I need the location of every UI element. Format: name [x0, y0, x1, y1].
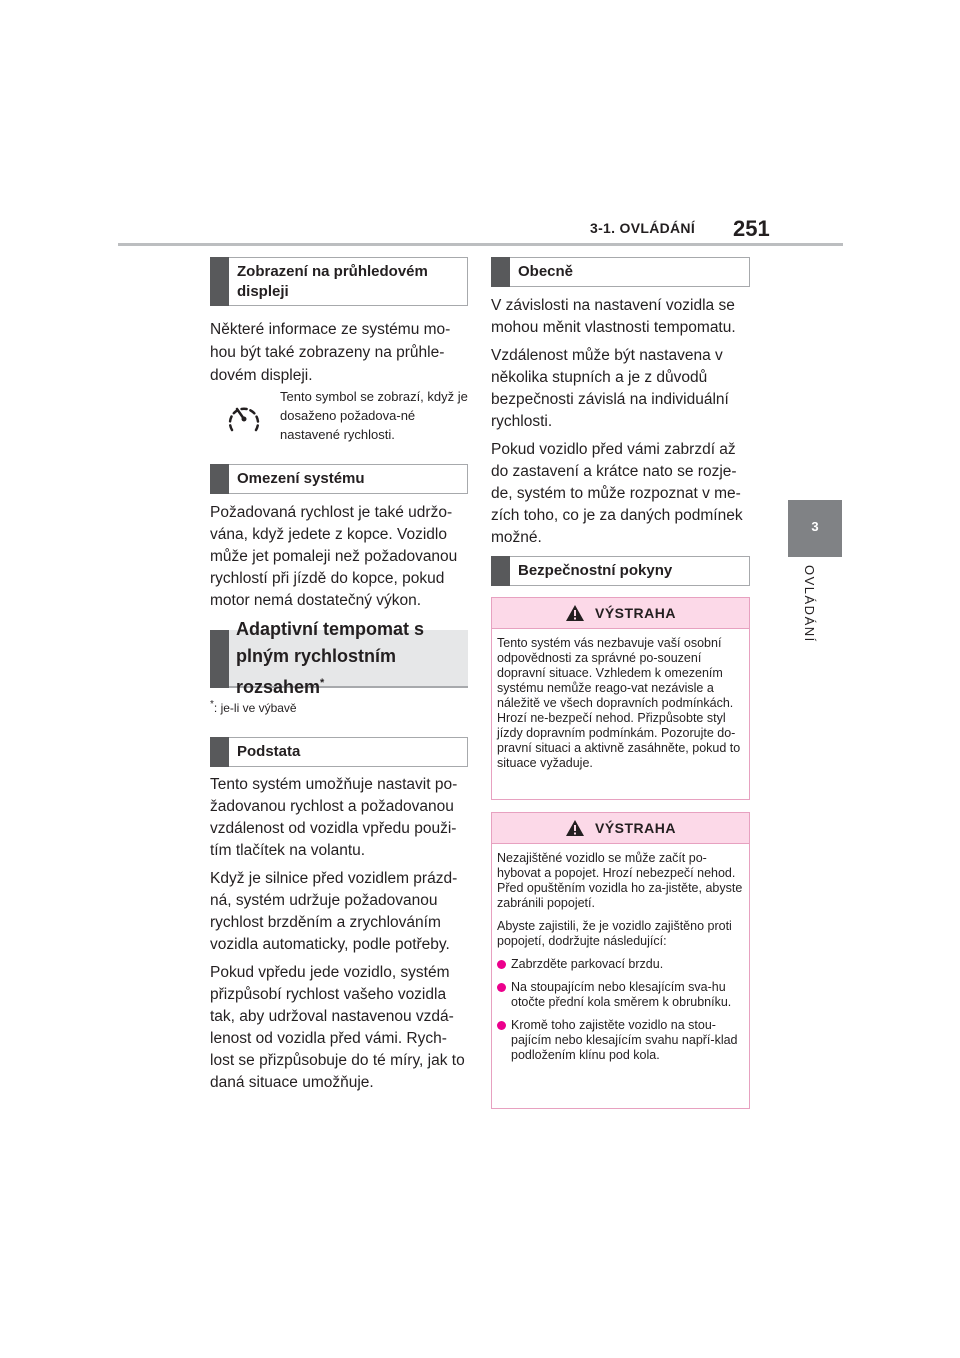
- warning-1-body: [492, 629, 749, 771]
- speedometer-icon: [226, 396, 262, 436]
- heading-acc-label: Adaptivní tempomat s plným rychlostním rozsahem: [236, 618, 425, 697]
- general-paragraph-1: V závislosti na nastavení vozidla se mohou měnit vlastnosti tempomatu.: [491, 297, 736, 336]
- heading-general: [491, 257, 750, 287]
- principle-paragraph-2: Když je silnice před vozidlem prázd-ná, systém udržuje požadovanou rychlost brzděním a zrychlováním vozidla automaticky, podle potřeby.: [210, 870, 458, 953]
- chapter-label: OVLÁDÁNÍ: [802, 565, 817, 643]
- limits-paragraph: Požadovaná rychlost je také udržo-vána, když jedete z kopce. Vozidlo může jet pomaleji než požadovanou rychlostí při jízdě do kopce, pokud motor nemá dostatečný výkon.: [210, 504, 458, 609]
- heading-principle: [210, 737, 468, 767]
- list-item: [497, 957, 744, 972]
- bullet-dot: [497, 1021, 506, 1030]
- bullet-dot: [497, 960, 506, 969]
- warning-triangle-icon: [565, 604, 585, 622]
- warning-2-body: [492, 844, 749, 1063]
- chapter-number: 3: [811, 519, 819, 534]
- warning-box-2: [491, 812, 750, 1109]
- heading-general-text: Obecně: [518, 263, 574, 280]
- icon-note: Tento symbol se zobrazí, když je dosaženo požadova-né nastavené rychlosti.: [280, 389, 468, 442]
- heading-hud-text: Zobrazení na průhledovém displeji: [237, 262, 428, 300]
- bullet-text: Kromě toho zajistěte vozidlo na stou-pajícím nebo klesajícím svahu napří-klad podložením klínu pod kola.: [511, 1018, 738, 1062]
- footnote-star: *: [210, 699, 214, 710]
- warning-1-title: VÝSTRAHA: [594, 605, 676, 621]
- warning-1-header: [492, 598, 749, 629]
- principle-paragraph-1: Tento systém umožňuje nastavit po-žadovanou rychlost a požadovanou vzdálenost od vozidla vpředu použi-tím tlačítek na volantu.: [210, 776, 458, 859]
- warning-box-1: [491, 597, 750, 800]
- warning-2-paragraph-1: Nezajištěné vozidlo se může začít po-hybovat a popojet. Hrozí nebezpečí nehod. Před opuštěním vozidla ho za-jistěte, abyste zabránili popojetí.: [497, 851, 743, 910]
- heading-safety-text: Bezpečnostní pokyny: [518, 562, 673, 579]
- footnote-text: : je-li ve výbavě: [213, 701, 297, 715]
- general-paragraph-3: Pokud vozidlo před vámi zabrzdí až do zastavení a krátce nato se rozje-de, systém to může rozpoznat v me-zích toho, co je za daných podmínek možné.: [491, 441, 743, 546]
- warning-triangle-icon: [565, 819, 585, 837]
- principle-text: [210, 774, 468, 1094]
- heading-safety: [491, 556, 750, 586]
- footnote: [210, 697, 468, 716]
- principle-paragraph-3: Pokud vpředu jede vozidlo, systém přizpůsobí rychlost vašeho vozidla tak, aby udržoval nastavenou vzdá-lenost od vozidla před vámi. Rych-lost se přizpůsobuje do té míry, jak to daná situace umožňuje.: [210, 964, 465, 1091]
- hud-paragraph: Některé informace ze systému mo-hou být také zobrazeny na průhle-dovém displeji.: [210, 321, 451, 384]
- bullet-text: Na stoupajícím nebo klesajícím sva-hu otočte přední kola směrem k obrubníku.: [511, 980, 732, 1009]
- list-item: [497, 1018, 744, 1063]
- header-divider: [118, 243, 843, 246]
- bullet-text: Zabrzděte parkovací brzdu.: [511, 957, 664, 971]
- bullet-dot: [497, 983, 506, 992]
- heading-acc-star: *: [320, 676, 325, 689]
- list-item: [497, 980, 744, 1010]
- warning-1-text: Tento systém vás nezbavuje vaší osobní odpovědnosti za správné po-souzení dopravní situace. Vzhledem k omezením systému nemůže reago-vat nezávisle a náležitě ve všech dopravních podmínkách. Hrozí ne-bezpečí nehod. Přizpůsobte styl jízdy dopravním podmínkám. Pozorujte do-pravní situaci a aktivně zasáhněte, pokud to situace vyžaduje.: [497, 636, 741, 770]
- heading-limits-text: Omezení systému: [237, 470, 365, 487]
- heading-hud: [210, 257, 468, 306]
- warning-2-title: VÝSTRAHA: [594, 820, 676, 836]
- section-title: 3-1. OVLÁDÁNÍ: [590, 220, 696, 236]
- heading-acc-text: [236, 616, 468, 701]
- heading-limits: [210, 464, 468, 494]
- warning-2-paragraph-2: Abyste zajistili, že je vozidlo zajištěno proti popojetí, dodržujte následující:: [497, 919, 732, 948]
- heading-acc: [210, 618, 468, 697]
- general-paragraph-2: Vzdálenost může být nastavena v několika stupních a je z důvodů bezpečnosti závislá na individuální rychlosti.: [491, 347, 729, 430]
- general-text: [491, 295, 753, 549]
- heading-principle-text: Podstata: [237, 743, 301, 760]
- page-number: 251: [733, 216, 770, 241]
- warning-2-header: [492, 813, 749, 844]
